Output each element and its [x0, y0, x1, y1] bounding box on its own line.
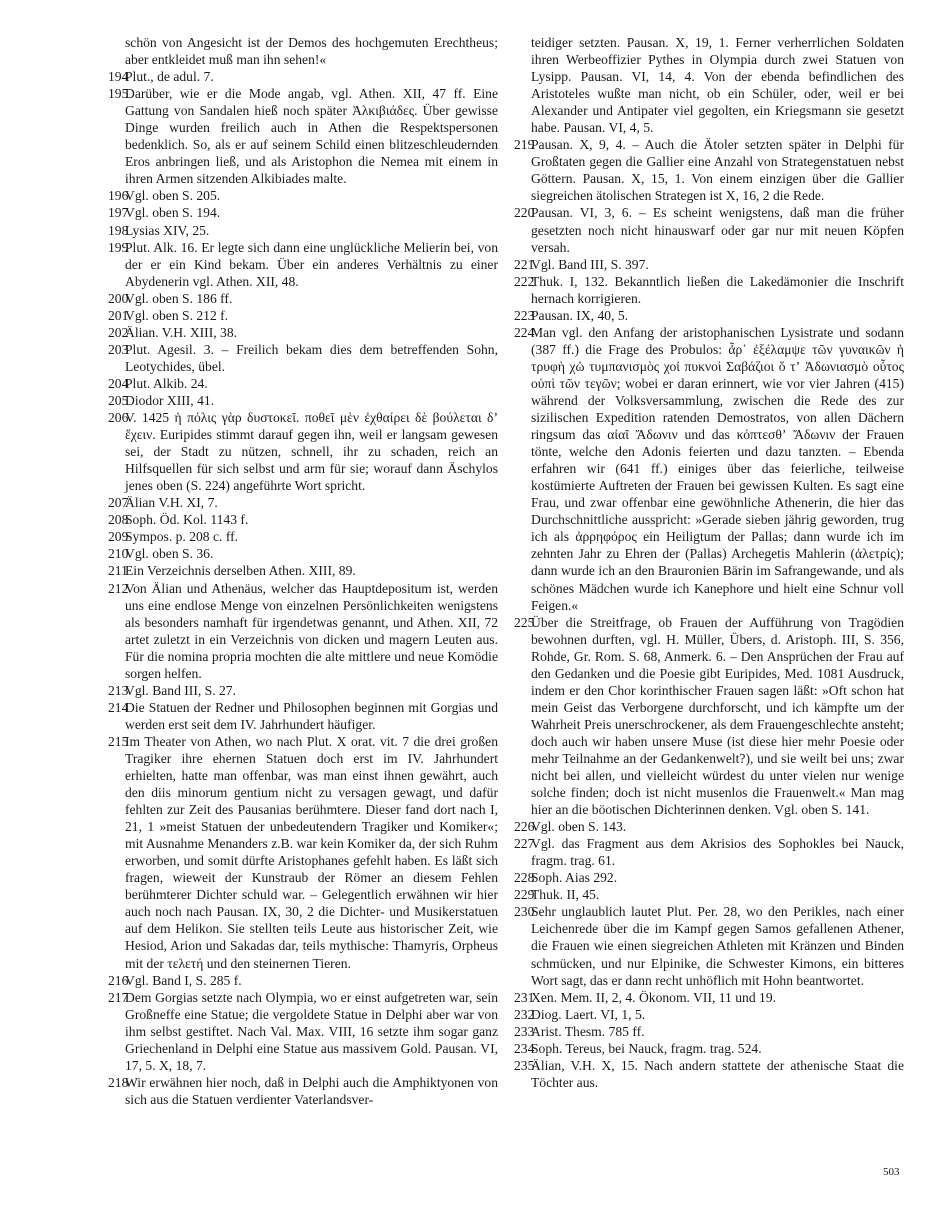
- footnote-text: Vgl. oben S. 212 f.: [125, 307, 229, 323]
- footnote-number: 196: [108, 188, 129, 204]
- footnote-number: 206: [108, 410, 129, 426]
- footnote-number: 200: [108, 290, 129, 306]
- footnote-number: 197: [108, 205, 129, 221]
- left-footnote-column: [108, 34, 498, 1108]
- footnote: [108, 222, 498, 239]
- footnote-text: Soph. Tereus, bei Nauck, fragm. trag. 524.: [531, 1040, 762, 1056]
- footnote-text: Über die Streitfrage, ob Frauen der Aufführung von Tragödien bewohnen durften, vgl. H. Müller, Übers, d. Aristoph. III, S. 356, Rohde, Gr. Rom. S. 68, Anmerk. 6. – Den Ansprüchen der Frau auf den Gedanken und die Poesie gibt Euripides, Med. 1081 Ausdruck, indem er den Chor korinthischer Frauen sagen läßt: »Oft schon hat mein Geist das Verborgene durchforscht, und ich kämpfte um der Wahrheit Preis unerschrockener, als dem Frauengeschlechte ansteht; doch auch wir haben unsere Muse (ist diese hier mehr Poesie oder mehr Teilnahme an der Gedankenwelt?), und sie weilt bei uns; zwar nicht bei allen, und vielleicht würdest du unter vielen nur wenige solche finden; doch ist nicht musenlos die Frauenwelt.« Man mag hier an die böotischen Dichterinnen denken. Vgl. oben S. 141.: [531, 614, 904, 818]
- footnote-number: 222: [514, 273, 535, 289]
- footnote-number: [108, 34, 125, 68]
- footnote-number: 219: [514, 137, 535, 153]
- footnote-text: Vgl. Band I, S. 285 f.: [125, 972, 242, 988]
- footnote-number: 208: [108, 512, 129, 528]
- footnote: [108, 85, 498, 187]
- footnote-continuation: [108, 34, 498, 68]
- footnote: [108, 972, 498, 989]
- footnote-number: 235: [514, 1057, 535, 1073]
- footnote-text: Pausan. IX, 40, 5.: [531, 307, 629, 323]
- footnote-number: 231: [514, 989, 535, 1005]
- footnote: [108, 682, 498, 699]
- footnote: [514, 903, 904, 988]
- footnote: [514, 614, 904, 819]
- footnote-number: 224: [514, 324, 535, 340]
- footnote-number: 223: [514, 307, 535, 323]
- footnote-text: Vgl. oben S. 36.: [125, 546, 214, 562]
- footnote-number: 221: [514, 256, 535, 272]
- footnote-text: Sehr unglaublich lautet Plut. Per. 28, wo den Perikles, nach einer Leichenrede über die im Kampf gegen Samos gefallenen Athener, die Frauen wie einen siegreichen Athleten mit Kränzen und Binden schmücken, und nur Elpinike, die Schwester Kimons, ein bitteres Wort sagt, das er dann recht unhöflich mit Hohn beantwortet.: [531, 904, 904, 988]
- footnote-text: Pausan. VI, 3, 6. – Es scheint wenigstens, daß man die früher gesetzten noch nicht hinauswarf oder gar nur mit neuen Köpfen versah.: [531, 205, 904, 255]
- footnote-number: 230: [514, 904, 535, 920]
- footnote-number: 205: [108, 392, 129, 408]
- footnote-number: 216: [108, 972, 129, 988]
- footnote-number: 215: [108, 733, 129, 749]
- footnote-number: 229: [514, 887, 535, 903]
- footnote-text: Sympos. p. 208 c. ff.: [125, 529, 239, 545]
- footnote: [514, 1006, 904, 1023]
- footnote: [108, 239, 498, 290]
- footnote-number: 202: [108, 324, 129, 340]
- footnote-text: Man vgl. den Anfang der aristophanischen Lysistrate und sodann (387 ff.) die Frage des Probulos: ἆρ᾽ ἐξέλαμψε τῶν γυναικῶν ἡ τρυφὴ χὠ τυμπανισμὸς χοἰ πυκνοὶ Σαβάζιοι ὅ τʼ Ἀδωνιασμὸ οὗτος οὑπὶ τῶν τεγῶν; wobei er daran erinnert, wie vor vier Jahren (415) während der Volksversammlung, zwischen die Rede des zur sizilischen Expedition ratenden Demostratos, von allen Dächern ringsum das αἰαῖ Ἄδωνιν und das κόπτεσθʼ Ἄδωνιν der Frauen tönte, welche den Adonis feierten und dazu tanzten. – Ebenda erfahren wir (641 ff.) einiges über das feierliche, teilweise kostümierte Auftreten der Frauen bei gewissen Kulten. Es sagt eine Frau, und zwar offenbar eine gewöhnliche Athenerin, die hier das Durchschnittliche ausspricht: »Gerade sieben jährig geworden, trug ich als ἀρρηφόρος ein Heiligtum der Pallas; dann wurde ich im zehnten Jahr zu Ehren der (Pallas) Archegetis Mahlerin (ἀλετρίς); dann wurde ich an den Brauronien Bärin im Safrangewande, und als schönes Mädchen wurde ich Kanephore und hielt eine Schnur voll Feigen.«: [531, 324, 904, 613]
- footnote: [514, 869, 904, 886]
- footnote-number: 233: [514, 1023, 535, 1039]
- footnote-text: Vgl. oben S. 205.: [125, 188, 221, 204]
- footnote-text: Thuk. II, 45.: [531, 887, 600, 903]
- footnote-continuation: [514, 34, 904, 136]
- footnote-text: Wir erwähnen hier noch, daß in Delphi auch die Amphiktyonen von sich aus die Statuen verdienter Vaterlandsver-: [125, 1074, 498, 1107]
- footnote-text: V. 1425 ἡ πόλις γὰρ δυστοκεῖ. ποθεῖ μὲν ἐχθαίρει δὲ βούλεται δʼ ἔχειν. Euripides stimmt darauf gegen ihn, weil er langsam gewesen sei, der Stadt zu nützen, schnell, ihr zu schaden, reich an Hilfsquellen für sich selbst und arm für sie; worauf dann Äschylos jenes oben (S. 224) angeführte Wort spricht.: [125, 410, 498, 494]
- footnote-number: 199: [108, 239, 129, 255]
- footnote-text: Vgl. oben S. 186 ff.: [125, 290, 233, 306]
- footnote: [108, 204, 498, 221]
- footnote: [514, 273, 904, 307]
- footnote-text: Plut. Alk. 16. Er legte sich dann eine unglückliche Melierin bei, von der er ein Kind bekam. Über ein anderes Verhältnis zu einer Abydenerin vgl. Athen. XII, 48.: [125, 239, 498, 289]
- footnote: [514, 1040, 904, 1057]
- footnote-number: 217: [108, 989, 129, 1005]
- footnote-number: 218: [108, 1074, 129, 1090]
- footnote: [514, 835, 904, 869]
- footnote-number: 203: [108, 341, 129, 357]
- footnote-number: 214: [108, 699, 129, 715]
- footnote-text: Vgl. oben S. 143.: [531, 819, 627, 835]
- footnote: [514, 204, 904, 255]
- footnote-number: 213: [108, 682, 129, 698]
- footnote-text: Ein Verzeichnis derselben Athen. XIII, 89.: [125, 563, 356, 579]
- footnote: [108, 341, 498, 375]
- footnote: [108, 989, 498, 1074]
- footnote-text: Vgl. oben S. 194.: [125, 205, 221, 221]
- footnote: [514, 989, 904, 1006]
- footnote-text: Vgl. das Fragment aus dem Akrisios des Sophokles bei Nauck, fragm. trag. 61.: [531, 836, 904, 869]
- footnote: [108, 392, 498, 409]
- footnote-number: 211: [108, 563, 128, 579]
- footnote-text: Thuk. I, 132. Bekanntlich ließen die Lakedämonier die Inschrift hernach korrigieren.: [531, 273, 904, 306]
- footnote-text: Arist. Thesm. 785 ff.: [531, 1023, 645, 1039]
- footnote-text: Plut. Agesil. 3. – Freilich bekam dies dem betreffenden Sohn, Leotychides, übel.: [125, 341, 498, 374]
- footnote: [108, 290, 498, 307]
- footnote-text: Soph. Öd. Kol. 1143 f.: [125, 512, 249, 528]
- footnote-number: 194: [108, 69, 129, 85]
- footnote-text: Älian, V.H. X, 15. Nach andern stattete der athenische Staat die Töchter aus.: [531, 1057, 904, 1090]
- footnote-number: 228: [514, 870, 535, 886]
- footnote-text: Soph. Aias 292.: [531, 870, 618, 886]
- footnote-text: Xen. Mem. II, 2, 4. Ökonom. VII, 11 und 19.: [531, 989, 777, 1005]
- footnote-text: Plut. Alkib. 24.: [125, 375, 208, 391]
- footnote-number: [514, 34, 531, 136]
- footnote-number: 207: [108, 495, 129, 511]
- footnote-text: teidiger setzten. Pausan. X, 19, 1. Ferner verherrlichen Soldaten ihren Werbeoffizier Pythes in Olympia durch zwei Statuen von Lysipp. Pausan. VI, 14, 4. Von der ebenda befindlichen des Aristoteles wußte man nicht, ob ein Schüler, oder, weil er bei Alexander und Antipater viel gegolten, ein Kriegsmann sie gesetzt habe. Pausan. VI, 4, 5.: [531, 35, 904, 136]
- footnote-text: Von Älian und Athenäus, welcher das Hauptdepositum ist, werden uns eine endlose Menge von einzelnen Persönlichkeiten wenigstens als besonders namhaft für irgendetwas genannt, und Athen. XII, 72 artet zuletzt in ein Verzeichnis von dicken und magern Leuten aus. Für die nomina propria mochten die alte mittlere und neue Komödie sorgen helfen.: [125, 580, 498, 681]
- footnote-number: 232: [514, 1006, 535, 1022]
- footnote: [108, 528, 498, 545]
- footnote: [108, 511, 498, 528]
- footnote-number: 204: [108, 375, 129, 391]
- footnote-text: Die Statuen der Redner und Philosophen beginnen mit Gorgias und werden erst seit dem IV. Jahrhundert häufiger.: [125, 699, 498, 732]
- footnote: [514, 1057, 904, 1091]
- footnote-text: Plut., de adul. 7.: [125, 69, 214, 85]
- footnote: [514, 136, 904, 204]
- footnote-text: Älian. V.H. XIII, 38.: [125, 324, 238, 340]
- footnote: [514, 256, 904, 273]
- footnote-number: 195: [108, 86, 129, 102]
- footnote-number: 234: [514, 1040, 535, 1056]
- footnote-number: 212: [108, 580, 129, 596]
- footnote: [108, 699, 498, 733]
- footnote-number: 225: [514, 614, 535, 630]
- footnote-text: Vgl. Band III, S. 397.: [531, 256, 649, 272]
- footnote-number: 210: [108, 546, 129, 562]
- footnote: [514, 1023, 904, 1040]
- footnote: [108, 580, 498, 682]
- footnote: [514, 886, 904, 903]
- footnote-text: Pausan. X, 9, 4. – Auch die Ätoler setzten später in Delphi für Großtaten gegen die Gallier eine Anzahl von Strategenstatuen nebst Göttern. Pausan. X, 15, 1. Von einem einzigen über die Gallier siegreichen ätolischen Strategen ist X, 16, 2 die Rede.: [531, 137, 904, 204]
- footnote-text: Diodor XIII, 41.: [125, 392, 215, 408]
- footnote: [108, 494, 498, 511]
- footnote-number: 227: [514, 836, 535, 852]
- footnote-text: Vgl. Band III, S. 27.: [125, 682, 237, 698]
- footnote: [108, 733, 498, 972]
- footnote-text: Lysias XIV, 25.: [125, 222, 210, 238]
- footnote: [108, 562, 498, 579]
- footnote: [108, 307, 498, 324]
- footnote: [108, 187, 498, 204]
- footnote: [108, 545, 498, 562]
- footnote-number: 198: [108, 222, 129, 238]
- footnote-number: 201: [108, 307, 129, 323]
- right-footnote-column: [514, 34, 904, 1091]
- footnote: [514, 307, 904, 324]
- footnote: [514, 818, 904, 835]
- footnote: [108, 1074, 498, 1108]
- footnote-text: Diog. Laert. VI, 1, 5.: [531, 1006, 646, 1022]
- footnote-number: 209: [108, 529, 129, 545]
- footnote: [514, 324, 904, 614]
- page-number: 503: [883, 1166, 900, 1178]
- footnote-text: Darüber, wie er die Mode angab, vgl. Athen. XII, 47 ff. Eine Gattung von Sandalen hieß noch später Ἀλκιβιάδες. Über gewisse Dinge wurden freilich auch in Athen die Respektspersonen bedenklich. So, als er auf seinem Schild einen blitzeschleudernden Eros anbringen ließ, und als Aristophon die Nemea mit einem in ihren Armen sitzenden Alkibiades malte.: [125, 86, 498, 187]
- footnote-text: Dem Gorgias setzte nach Olympia, wo er einst aufgetreten war, sein Großneffe eine Statue; die vergoldete Statue in Delphi aber war von ihm selbst gestiftet. Nach Val. Max. VIII, 16 setzte ihm sogar ganz Griechenland in Delphi eine Statue aus massivem Gold. Pausan. VI, 17, 5. X, 18, 7.: [125, 989, 498, 1073]
- footnote-number: 226: [514, 819, 535, 835]
- footnote: [108, 68, 498, 85]
- footnote-number: 220: [514, 205, 535, 221]
- footnote: [108, 409, 498, 494]
- footnote: [108, 324, 498, 341]
- footnote-text: Älian V.H. XI, 7.: [125, 495, 218, 511]
- footnote-text: Im Theater von Athen, wo nach Plut. X orat. vit. 7 die drei großen Tragiker ihre ehernen Statuen doch erst im IV. Jahrhundert erhielten, hatte man offenbar, was man einst ihnen gewährt, auch den diis minorum gentium nicht zu versagen gewagt, und dafür fehlten zur Zeit des Pausanias berühmtere. Dieser fand dort nach I, 21, 1 »meist Statuen der unbedeutendern Tragiker und Komiker«; mit Ausnahme Menanders z.B. war kein Komiker da, der sich Ruhm erworben, und somit dürfte Aristophanes gefehlt haben. Es läßt sich fragen, wieweit der Kunstraub der Römer an diesem Fehlen berühmterer Dichter schuld war. – Gelegentlich erwähnen wir hier auch noch nach Pausan. IX, 30, 2 die Dichter- und Musikerstatuen auf dem Helikon. Sie stellten teils Leute aus historischer Zeit, wie Hesiod, Arion und Sakadas dar, teils mythische: Thamyris, Orpheus mit der τελετή und den steinernen Tieren.: [125, 733, 498, 971]
- footnote: [108, 375, 498, 392]
- footnote-text: schön von Angesicht ist der Demos des hochgemuten Erechtheus; aber entkleidet muß man ihn sehen!«: [125, 35, 498, 68]
